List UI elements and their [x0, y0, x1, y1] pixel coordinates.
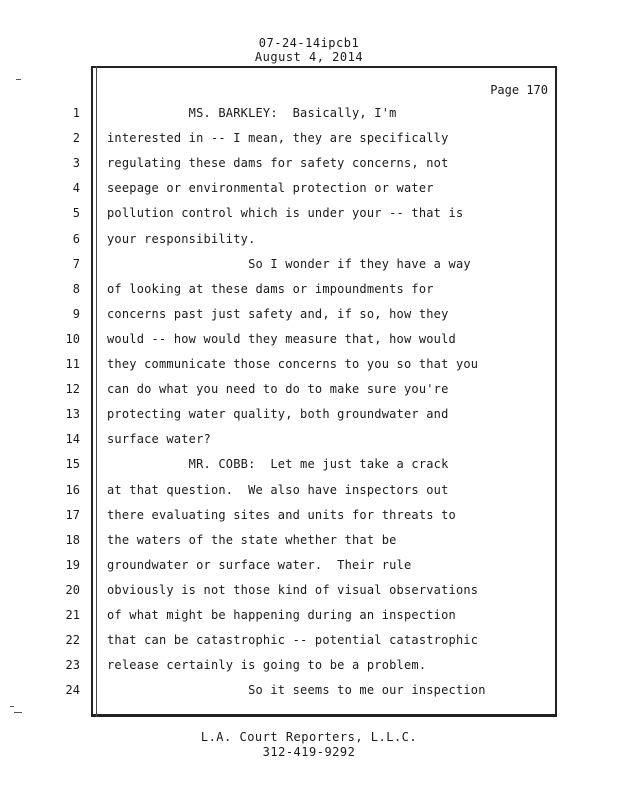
transcript-line: So it seems to me our inspection [107, 683, 486, 697]
transcript-line: regulating these dams for safety concerns, not [107, 156, 449, 170]
scan-speck [16, 79, 21, 80]
line-number: 13 [65, 407, 80, 421]
footer-company: L.A. Court Reporters, L.L.C. [200, 730, 418, 744]
scan-speck [14, 712, 22, 713]
transcript-line: interested in -- I mean, they are specifically [107, 131, 449, 145]
transcript-line: release certainly is going to be a problem. [107, 658, 427, 672]
transcript-line: of what might be happening during an inspection [107, 608, 456, 622]
scan-speck [10, 706, 14, 707]
footer-phone: 312-419-9292 [262, 745, 356, 759]
transcript-line: there evaluating sites and units for threats to [107, 508, 456, 522]
transcript-line: the waters of the state whether that be [107, 533, 397, 547]
line-number: 6 [72, 232, 80, 246]
transcript-line: of looking at these dams or impoundments for [107, 282, 434, 296]
line-number: 18 [65, 533, 80, 547]
transcript-line: surface water? [107, 432, 211, 446]
line-number: 20 [65, 583, 80, 597]
line-number: 14 [65, 432, 80, 446]
page-label: Page 170 [490, 83, 548, 97]
transcript-line: that can be catastrophic -- potential catastrophic [107, 633, 479, 647]
transcript-line: groundwater or surface water. Their rule [107, 558, 412, 572]
line-number: 3 [72, 156, 80, 170]
line-number: 16 [65, 483, 80, 497]
line-number: 22 [65, 633, 80, 647]
line-number: 8 [72, 282, 80, 296]
transcript-line: can do what you need to do to make sure you're [107, 382, 449, 396]
margin-rule [96, 66, 97, 717]
transcript-line: concerns past just safety and, if so, how they [107, 307, 449, 321]
transcript-line: pollution control which is under your -- that is [107, 206, 464, 220]
line-number: 5 [72, 206, 80, 220]
line-number: 12 [65, 382, 80, 396]
transcript-line: So I wonder if they have a way [107, 257, 471, 271]
line-number: 10 [65, 332, 80, 346]
line-number: 23 [65, 658, 80, 672]
transcript-line: MR. COBB: Let me just take a crack [107, 457, 449, 471]
transcript-line: protecting water quality, both groundwater and [107, 407, 449, 421]
line-number: 19 [65, 558, 80, 572]
transcript-line: they communicate those concerns to you so that you [107, 357, 479, 371]
transcript-line: would -- how would they measure that, how would [107, 332, 456, 346]
transcript-line: at that question. We also have inspectors out [107, 483, 449, 497]
header-case-id: 07-24-14ipcb1 [258, 36, 360, 50]
line-number: 2 [72, 131, 80, 145]
line-number: 11 [65, 357, 80, 371]
line-number: 17 [65, 508, 80, 522]
transcript-line: seepage or environmental protection or water [107, 181, 434, 195]
line-number: 7 [72, 257, 80, 271]
transcript-line: MS. BARKLEY: Basically, I'm [107, 106, 397, 120]
line-number: 21 [65, 608, 80, 622]
line-number: 9 [72, 307, 80, 321]
line-number: 24 [65, 683, 80, 697]
line-number: 15 [65, 457, 80, 471]
line-number: 4 [72, 181, 80, 195]
header-date: August 4, 2014 [254, 50, 364, 64]
transcript-line: your responsibility. [107, 232, 256, 246]
line-number: 1 [72, 106, 80, 120]
transcript-line: obviously is not those kind of visual observations [107, 583, 479, 597]
